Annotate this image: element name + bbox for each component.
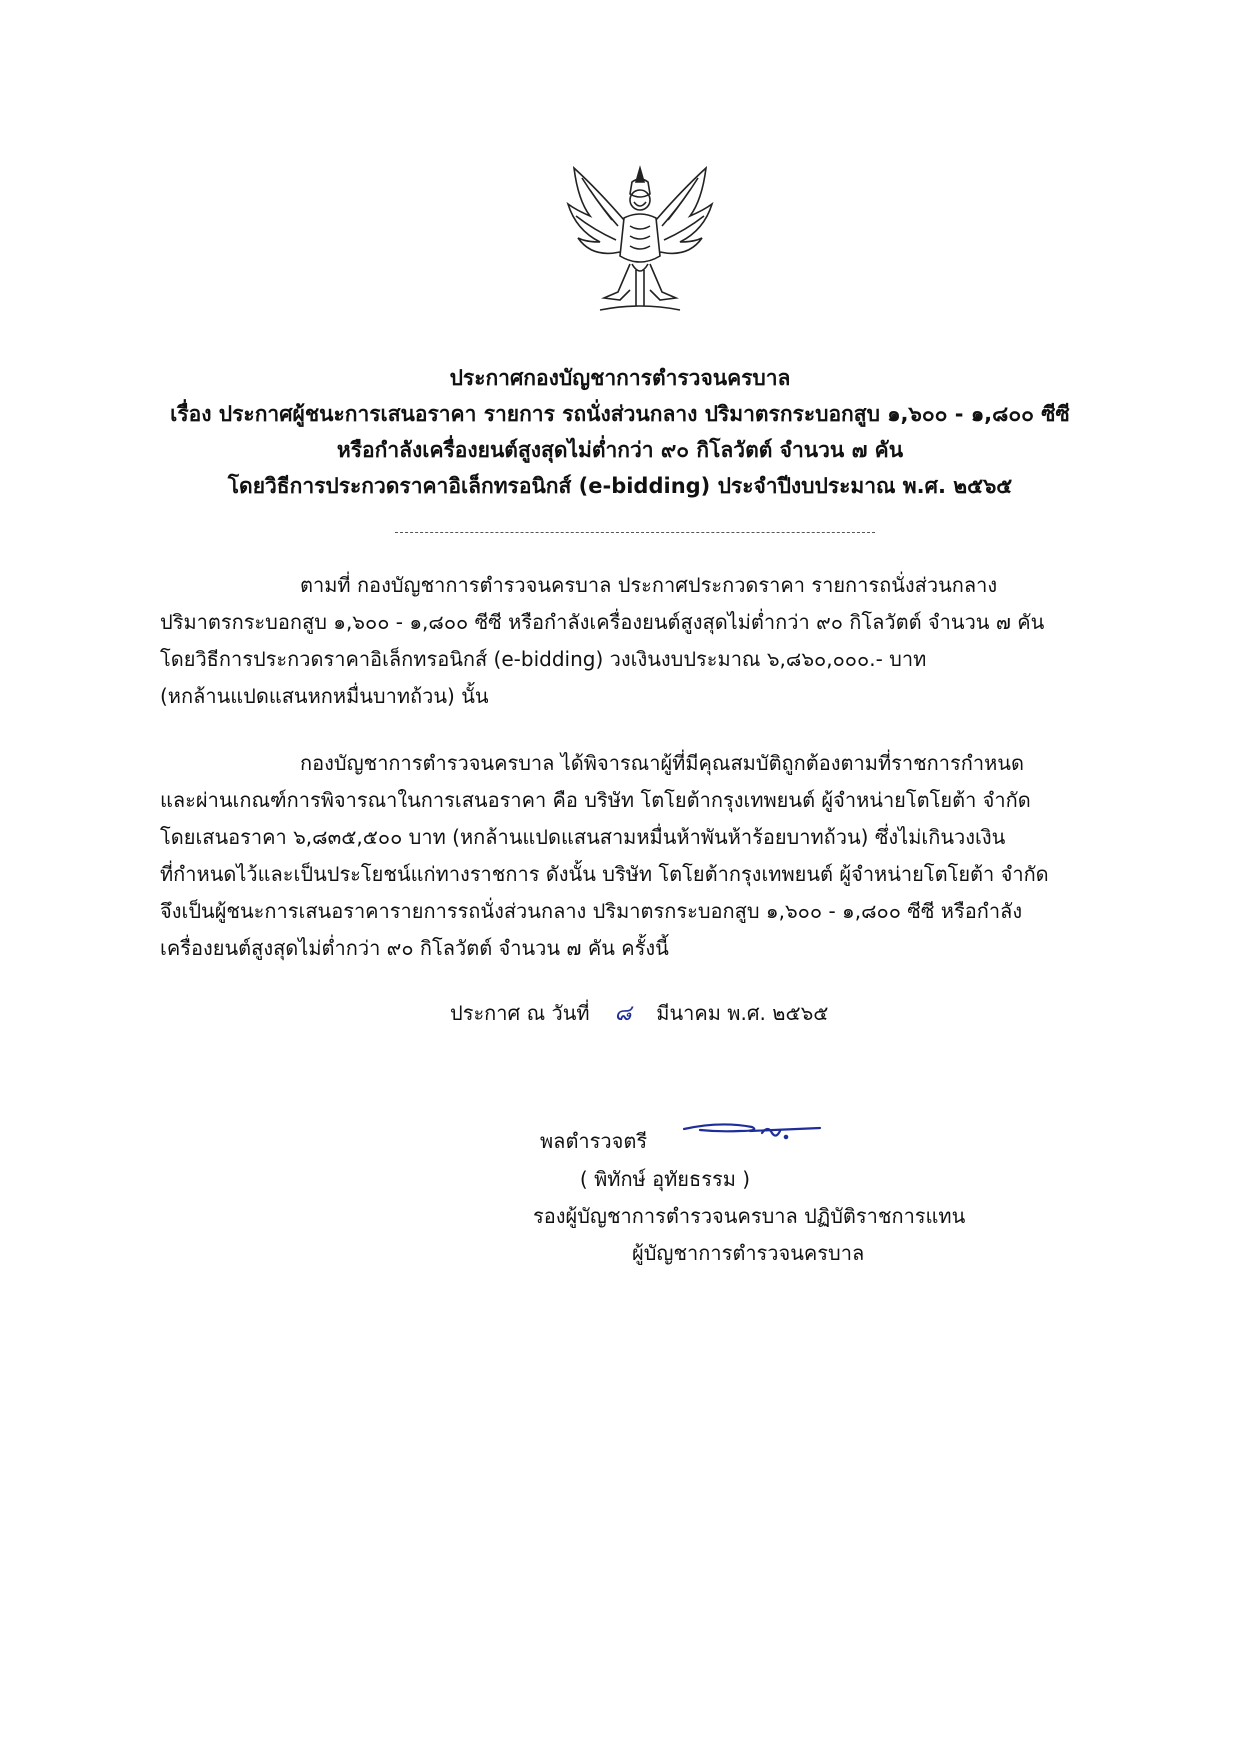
date-prefix: ประกาศ ณ วันที่ [450, 1001, 590, 1025]
paragraph-line: กองบัญชาการตำรวจนครบาล ได้พิจารณาผู้ที่มีคุณสมบัติถูกต้องตามที่ราชการกำหนด [300, 751, 1024, 775]
paragraph-line: จึงเป็นผู้ชนะการเสนอราคารายการรถนั่งส่วนกลาง ปริมาตรกระบอกสูบ ๑,๖๐๐ - ๑,๘๐๐ ซีซี หรือกำลัง [160, 899, 1023, 923]
title-line-4: โดยวิธีการประกวดราคาอิเล็กทรอนิกส์ (e-bidding) ประจำปีงบประมาณ พ.ศ. ๒๕๖๕ [227, 474, 1013, 498]
handwritten-signature [680, 1115, 830, 1145]
paragraph-line: โดยเสนอราคา ๖,๘๓๕,๕๐๐ บาท (หกล้านแปดแสนสามหมื่นห้าพันห้าร้อยบาทถ้วน) ซึ่งไม่เกินวงเงิน [160, 825, 1006, 849]
title-line-3: หรือกำลังเครื่องยนต์สูงสุดไม่ต่ำกว่า ๙๐ กิโลวัตต์ จำนวน ๗ คัน [336, 438, 904, 462]
body-paragraph-1 [160, 567, 1100, 715]
garuda-emblem-icon [560, 160, 720, 320]
signer-position: รองผู้บัญชาการตำรวจนครบาล ปฏิบัติราชการแทน [533, 1204, 966, 1228]
signer-name: ( พิทักษ์ อุทัยธรรม ) [579, 1167, 751, 1191]
announcement-date [450, 995, 828, 1030]
paragraph-line: โดยวิธีการประกวดราคาอิเล็กทรอนิกส์ (e-bidding) วงเงินงบประมาณ ๖,๘๖๐,๐๐๐.- บาท [160, 647, 927, 671]
signer-position-title: ผู้บัญชาการตำรวจนครบาล [632, 1241, 865, 1265]
paragraph-line: ปริมาตรกระบอกสูบ ๑,๖๐๐ - ๑,๘๐๐ ซีซี หรือกำลังเครื่องยนต์สูงสุดไม่ต่ำกว่า ๙๐ กิโลวัตต์ จำนวน ๗ คัน [160, 610, 1045, 634]
body-paragraph-2 [160, 745, 1100, 967]
title-line-1: ประกาศกองบัญชาการตำรวจนครบาล [449, 366, 791, 390]
paragraph-line: ตามที่ กองบัญชาการตำรวจนครบาล ประกาศประกวดราคา รายการถนั่งส่วนกลาง [300, 573, 998, 597]
paragraph-line: ที่กำหนดไว้และเป็นประโยชน์แก่ทางราชการ ดังนั้น บริษัท โตโยต้ากรุงเทพยนต์ ผู้จำหน่ายโตโยต้า จำกัด [160, 862, 1049, 886]
title-divider [395, 532, 875, 533]
title-line-2: เรื่อง ประกาศผู้ชนะการเสนอราคา รายการ รถนั่งส่วนกลาง ปริมาตรกระบอกสูบ ๑,๖๐๐ - ๑,๘๐๐ ซีซี [170, 402, 1070, 426]
paragraph-line: และผ่านเกณฑ์การพิจารณาในการเสนอราคา คือ บริษัท โตโยต้ากรุงเทพยนต์ ผู้จำหน่ายโตโยต้า จำกัด [160, 788, 1031, 812]
paragraph-line: เครื่องยนต์สูงสุดไม่ต่ำกว่า ๙๐ กิโลวัตต์ จำนวน ๗ คัน ครั้งนี้ [160, 936, 669, 960]
date-day-handwritten: ๘ [614, 1001, 632, 1026]
paragraph-line: (หกล้านแปดแสนหกหมื่นบาทถ้วน) นั้น [160, 684, 489, 708]
announcement-title [0, 360, 1240, 504]
date-month-year: มีนาคม พ.ศ. ๒๕๖๕ [656, 1001, 829, 1025]
signer-rank: พลตำรวจตรี [540, 1129, 648, 1153]
